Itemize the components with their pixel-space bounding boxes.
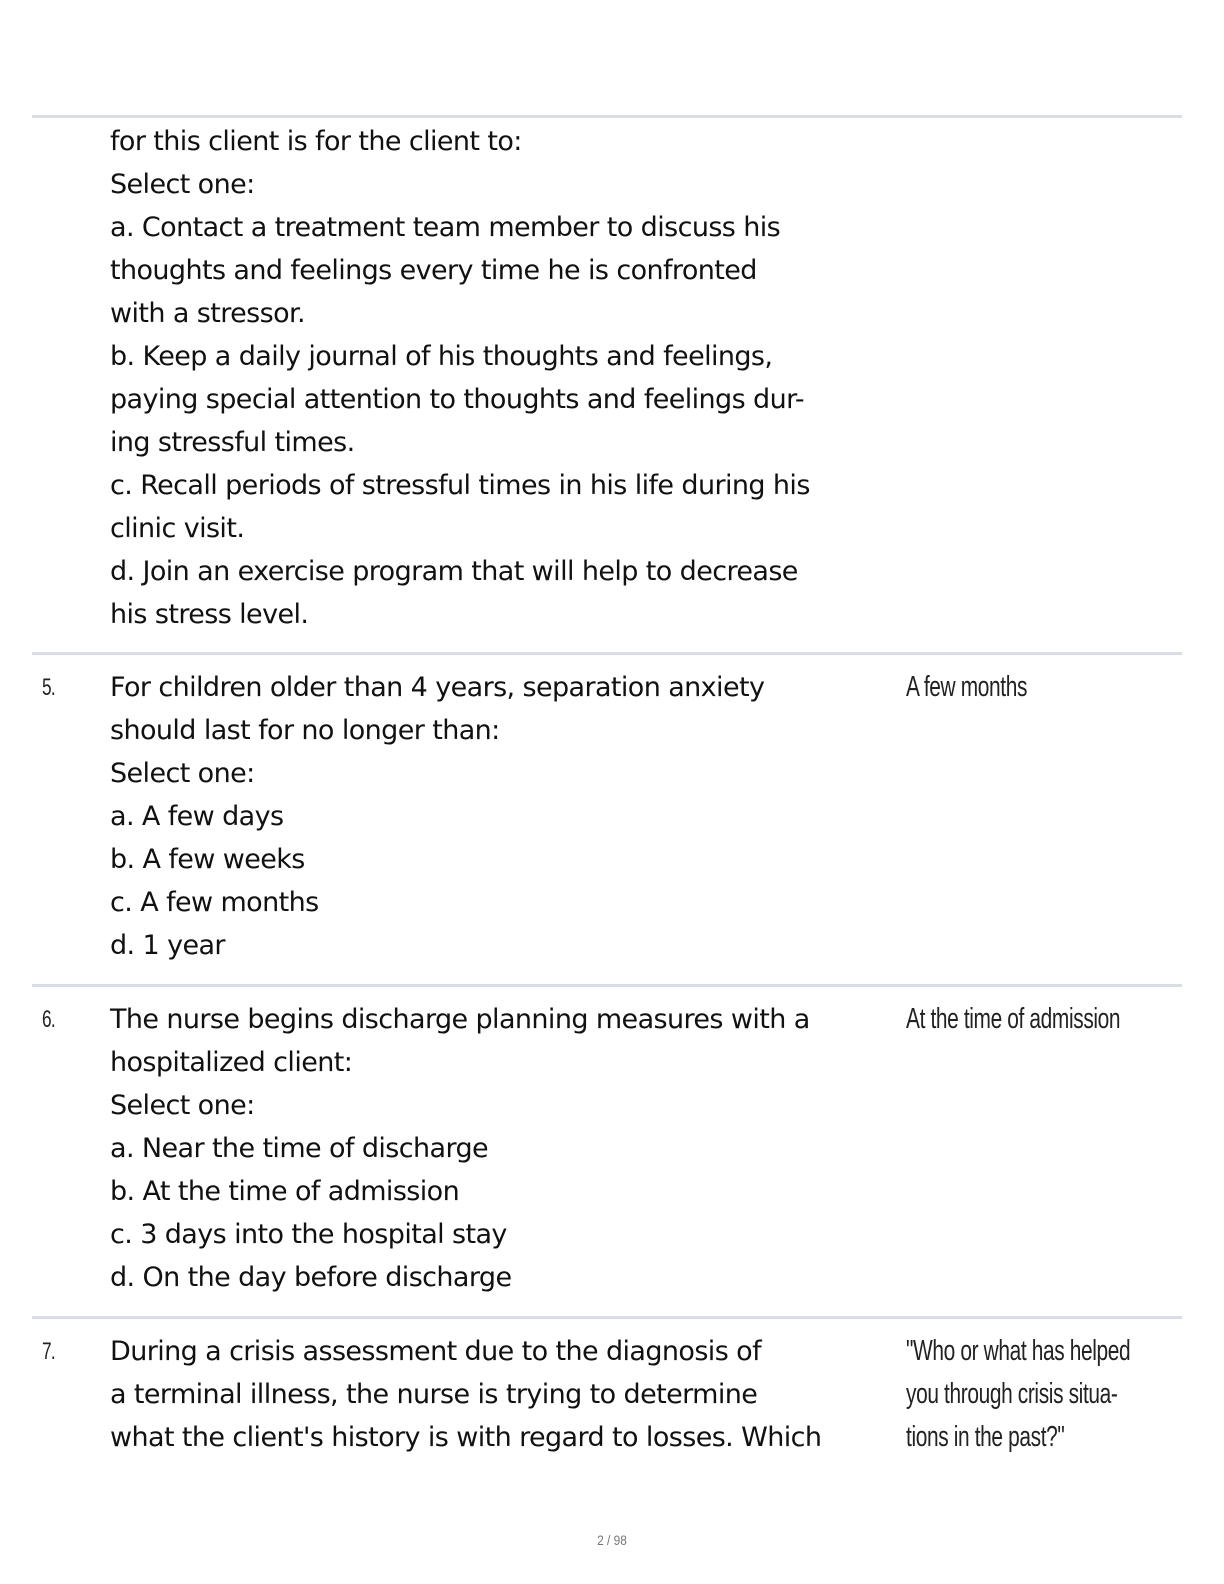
question-text [110,666,910,967]
question-number: 7. [42,1338,55,1365]
text-line: Select one: [110,758,255,789]
text-line: with a stressor. [110,298,306,329]
option-d: d. On the day before discharge [110,1262,512,1293]
text-line: paying special attention to thoughts and feelings dur- [110,384,805,415]
option-b: b. At the time of admission [110,1176,460,1207]
option-d: d. Join an exercise program that will help to decrease [110,556,798,587]
text-line: The nurse begins discharge planning measures with a [110,1004,810,1035]
page-indicator: 2 / 98 [597,1532,627,1548]
option-a: a. Contact a treatment team member to discuss his [110,212,781,243]
question-number: 6. [42,1006,55,1033]
option-c: c. 3 days into the hospital stay [110,1219,507,1250]
divider [32,984,1182,987]
answer-text [906,666,1194,709]
divider [32,652,1182,655]
text-line: For children older than 4 years, separation anxiety [110,672,765,703]
answer-line: tions in the past?" [906,1421,1065,1453]
answer-text [906,998,1194,1041]
option-a: a. Near the time of discharge [110,1133,489,1164]
text-line: During a crisis assessment due to the diagnosis of [110,1336,761,1367]
question-number: 5. [42,674,55,701]
text-line: thoughts and feelings every time he is confronted [110,255,757,286]
divider [32,1316,1182,1319]
option-a: a. A few days [110,801,284,832]
answer-text [906,1330,1194,1459]
text-line: Select one: [110,169,255,200]
text-line: for this client is for the client to: [110,126,522,157]
answer-line: you through crisis situa- [906,1378,1118,1410]
text-line: hospitalized client: [110,1047,353,1078]
option-c: c. A few months [110,887,319,918]
question-text [110,1330,910,1459]
divider [32,115,1182,118]
text-line: ing stressful times. [110,427,355,458]
text-line: what the client's history is with regard to losses. Which [110,1422,822,1453]
text-line: his stress level. [110,599,309,630]
text-line: clinic visit. [110,513,245,544]
option-b: b. Keep a daily journal of his thoughts and feelings, [110,341,773,372]
option-d: d. 1 year [110,930,225,961]
option-b: b. A few weeks [110,844,305,875]
text-line: a terminal illness, the nurse is trying to determine [110,1379,758,1410]
answer-line: "Who or what has helped [906,1335,1131,1367]
answer-line: At the time of admission [906,1003,1121,1035]
question-text [110,120,910,636]
question-text [110,998,910,1299]
option-c: c. Recall periods of stressful times in his life during his [110,470,810,501]
answer-line: A few months [906,671,1028,703]
text-line: Select one: [110,1090,255,1121]
text-line: should last for no longer than: [110,715,500,746]
